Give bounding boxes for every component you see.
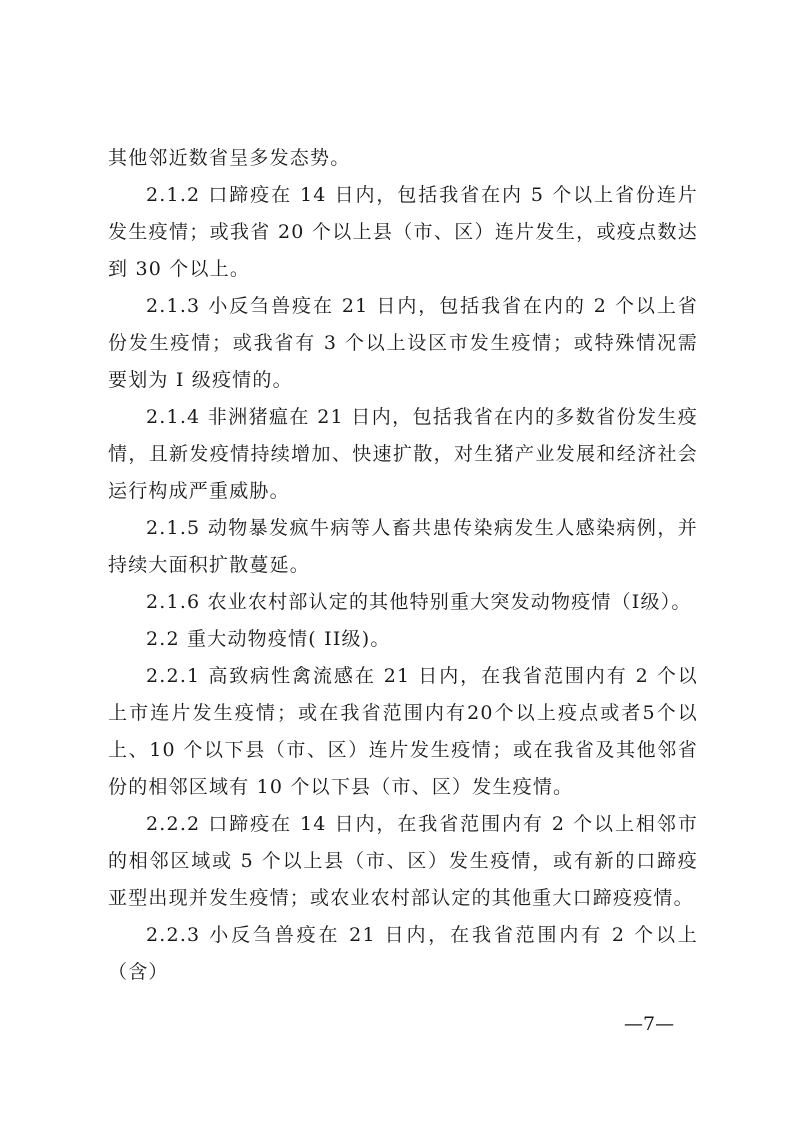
paragraph-2-1-5: 2.1.5 动物暴发疯牛病等人畜共患传染病发生人感染病例，并持续大面积扩散蔓延。 bbox=[108, 517, 698, 576]
section-heading-2-2: 2.2 重大动物疫情( II级)。 bbox=[146, 628, 391, 650]
paragraph-continuation: 其他邻近数省呈多发态势。 bbox=[108, 147, 351, 169]
paragraph-2-2-1: 2.2.1 高致病性禽流感在 21 日内，在我省范围内有 2 个以上市连片发生疫情；或在我省范围内有20个以上疫点或者5个以上、10 个以下县（市、区）连片发生疫情；或在我省及其他邻省份的相邻区域有 10 个以下县（市、区）发生疫情。 bbox=[108, 665, 698, 798]
page-number: —7— bbox=[624, 1013, 675, 1035]
paragraph-2-1-2: 2.1.2 口蹄疫在 14 日内，包括我省在内 5 个以上省份连片发生疫情；或我省 20 个以上县（市、区）连片发生，或疫点数达到 30 个以上。 bbox=[108, 184, 698, 280]
document-body bbox=[108, 140, 698, 991]
paragraph-2-1-4: 2.1.4 非洲猪瘟在 21 日内，包括我省在内的多数省份发生疫情，且新发疫情持续增加、快速扩散，对生猪产业发展和经济社会运行构成严重威胁。 bbox=[108, 406, 698, 502]
paragraph-2-2-2: 2.2.2 口蹄疫在 14 日内，在我省范围内有 2 个以上相邻市的相邻区域或 5 个以上县（市、区）发生疫情，或有新的口蹄疫亚型出现并发生疫情；或农业农村部认定的其他重大口蹄疫疫情。 bbox=[108, 813, 698, 909]
paragraph-2-1-3: 2.1.3 小反刍兽疫在 21 日内，包括我省在内的 2 个以上省份发生疫情；或我省有 3 个以上设区市发生疫情；或特殊情况需要划为 I 级疫情的。 bbox=[108, 295, 698, 391]
paragraph-2-2-3: 2.2.3 小反刍兽疫在 21 日内，在我省范围内有 2 个以上（含） bbox=[108, 924, 698, 983]
paragraph-2-1-6: 2.1.6 农业农村部认定的其他特别重大突发动物疫情（I级）。 bbox=[146, 591, 692, 613]
